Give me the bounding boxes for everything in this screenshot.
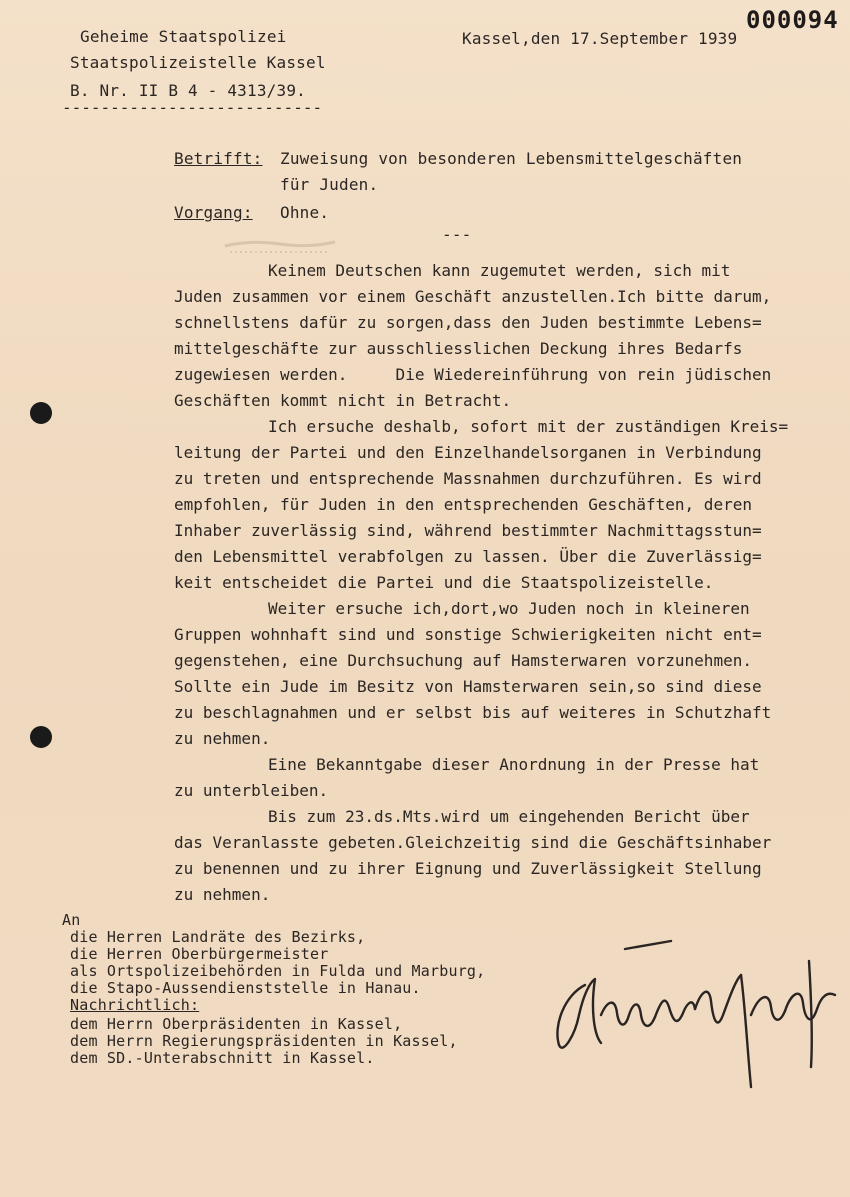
letterhead-office: Staatspolizeistelle Kassel [70,53,326,72]
punch-hole [30,726,52,748]
body-line: Juden zusammen vor einem Geschäft anzustellen.Ich bitte darum, [174,287,772,306]
recipient: als Ortspolizeibehörden in Fulda und Marburg, [70,962,486,980]
body-line: schnellstens dafür zu sorgen,dass den Juden bestimmte Lebens= [174,313,762,332]
subject-label: Betrifft: [174,149,263,168]
subject-line-2: für Juden. [280,175,379,194]
body-line: zugewiesen werden. Die Wiedereinführung von rein jüdischen [174,365,772,384]
body-line: zu beschlagnahmen und er selbst bis auf weiteres in Schutzhaft [174,703,772,722]
body-line: Ich ersuche deshalb, sofort mit der zuständigen Kreis= [268,417,789,436]
body-line: zu nehmen. [174,729,271,748]
body-line: Geschäften kommt nicht in Betracht. [174,391,512,410]
recipient: die Herren Oberbürgermeister [70,945,329,963]
punch-hole [30,402,52,424]
body-line: Gruppen wohnhaft sind und sonstige Schwierigkeiten nicht ent= [174,625,762,644]
letterhead-agency: Geheime Staatspolizei [80,27,287,46]
recipient: die Herren Landräte des Bezirks, [70,928,366,946]
body-line: mittelgeschäfte zur ausschliesslichen Deckung ihres Bedarfs [174,339,743,358]
distribution-to: An [62,911,81,929]
body-line: Inhaber zuverlässig sind, während bestimmter Nachmittagsstun= [174,521,762,540]
cc-recipient: dem Herrn Regierungspräsidenten in Kassel, [70,1032,458,1050]
reference-number: B. Nr. II B 4 - 4313/39. [70,81,306,100]
body-line: zu unterbleiben. [174,781,329,800]
body-line: den Lebensmittel verabfolgen zu lassen. Über die Zuverlässig= [174,547,762,566]
body-line: gegenstehen, eine Durchsuchung auf Hamsterwaren vorzunehmen. [174,651,752,670]
body-line: zu benennen und zu ihrer Eignung und Zuverlässigkeit Stellung [174,859,762,878]
letterhead-rule: --------------------------- [62,98,323,117]
cc-recipient: dem Herrn Oberpräsidenten in Kassel, [70,1015,403,1033]
proceeding-value: Ohne. [280,203,330,222]
subject-line-1: Zuweisung von besonderen Lebensmittelgeschäften [280,149,743,168]
body-line: Eine Bekanntgabe dieser Anordnung in der Presse hat [268,755,760,774]
handwritten-signature [545,935,845,1095]
body-line: Weiter ersuche ich,dort,wo Juden noch in kleineren [268,599,750,618]
place-date: Kassel,den 17.September 1939 [462,29,738,48]
separator: --- [442,225,472,244]
body-line: Keinem Deutschen kann zugemutet werden, sich mit [268,261,731,280]
body-line: Sollte ein Jude im Besitz von Hamsterwaren sein,so sind diese [174,677,762,696]
archive-stamp-number: 000094 [746,6,839,34]
body-line: leitung der Partei und den Einzelhandelsorganen in Verbindung [174,443,762,462]
cc-recipient: dem SD.-Unterabschnitt in Kassel. [70,1049,375,1067]
body-line: Bis zum 23.ds.Mts.wird um eingehenden Bericht über [268,807,750,826]
cc-label: Nachrichtlich: [70,996,200,1014]
body-line: zu nehmen. [174,885,271,904]
body-line: zu treten und entsprechende Massnahmen durchzuführen. Es wird [174,469,762,488]
body-line: empfohlen, für Juden in den entsprechenden Geschäften, deren [174,495,752,514]
body-line: keit entscheidet die Partei und die Staatspolizeistelle. [174,573,714,592]
proceeding-label: Vorgang: [174,203,253,222]
body-line: das Veranlasste gebeten.Gleichzeitig sind die Geschäftsinhaber [174,833,772,852]
recipient: die Stapo-Aussendienststelle in Hanau. [70,979,421,997]
